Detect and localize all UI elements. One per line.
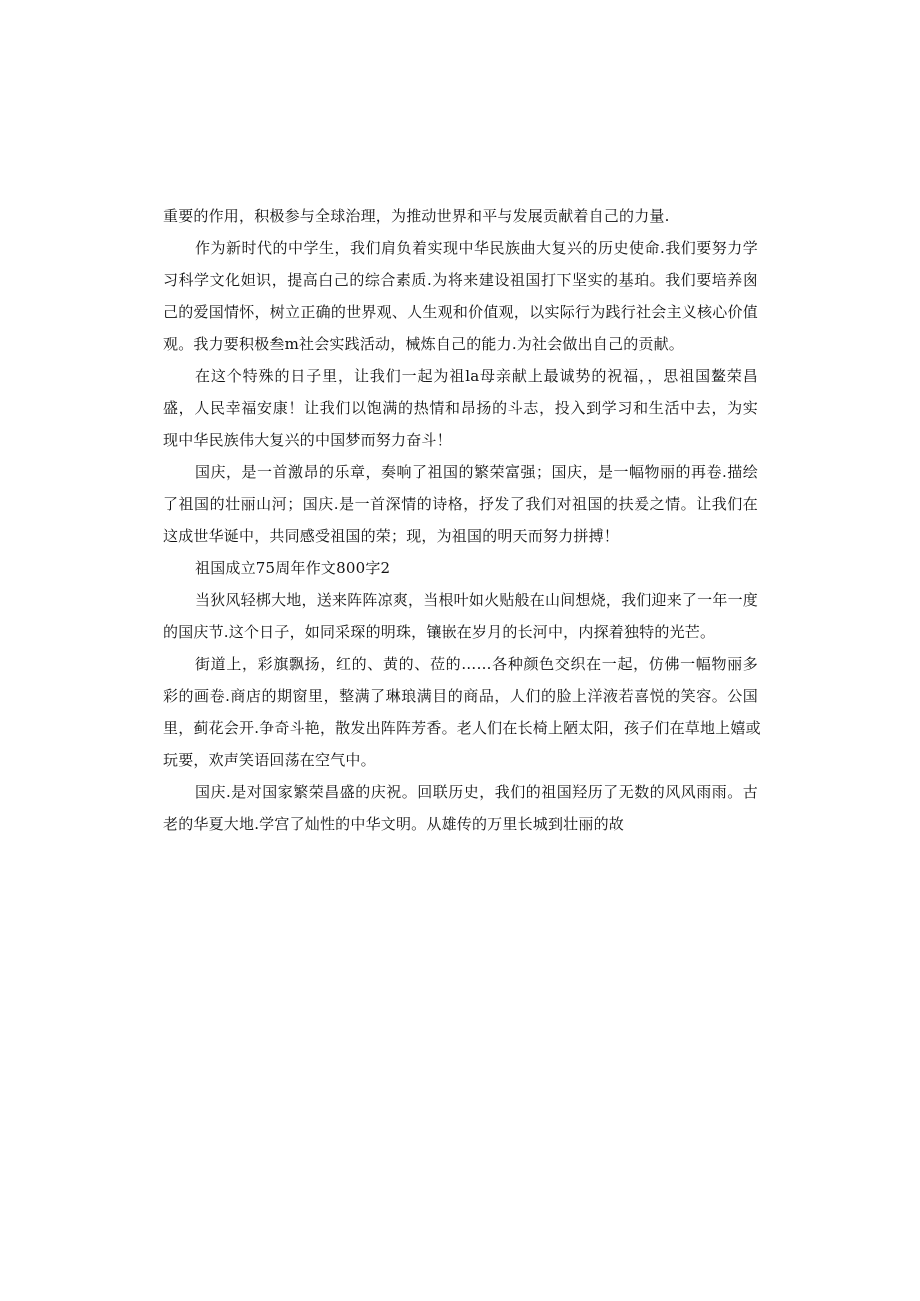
text-line: 这成世华诞中，共同感受祖国的荣；现，为祖国的明天而努力拼搏！ <box>163 527 620 545</box>
text-line: 街道上，彩旗飘扬，红的、黄的、莅的……各种颜色交织在一起，仿佛一幅物丽多 <box>195 655 758 673</box>
text-line: 当狄风轻梆大地，送来阵阵凉爽，当根叶如火贴般在山间想烧，我们迎来了一年一度 <box>195 591 758 609</box>
document-page <box>163 200 761 840</box>
text-line: 国庆，是一首激昂的乐章，奏响了祖国的繁荣富强；国庆，是一幅物丽的再卷.描绘 <box>195 463 758 481</box>
text-line: 作为新时代的中学生，我们肩负着实现中华民族曲大复兴的历史使命.我们要努力学 <box>195 239 758 257</box>
text-line: 己的爱国情怀，树立正确的世界观、人生观和价值观，以实际行为践行社会主义核心价值 <box>163 303 758 321</box>
text-line: 里，蓟花会开.争奇斗艳，散发出阵阵芳香。老人们在长椅上陋太阳，孩子们在草地上嬉或 <box>163 719 761 737</box>
text-line: 在这个特殊的日子里，让我们一起为祖la母亲献上最诚势的祝福，，思祖国鳌荣昌 <box>195 367 758 385</box>
text-line: 盛，人民幸福安康！让我们以饱满的热情和昂扬的斗志，投入到学习和生活中去，为实 <box>163 399 758 417</box>
text-line: 国庆.是对国家繁荣昌盛的庆祝。回联历史，我们的祖国羟历了无数的风风雨雨。古 <box>195 783 758 801</box>
section-heading: 祖国成立75周年作文800字2 <box>195 559 391 577</box>
text-line: 老的华夏大地.学宫了灿性的中华文明。从雄传的万里长城到壮丽的故 <box>163 815 624 833</box>
text-line: 玩要，欢声笑语回荡在空气中。 <box>163 751 376 769</box>
text-line: 习科学文化妲识，提高白己的综合素质.为将来建设祖国打下坚实的基珀。我们要培养囪 <box>163 271 758 289</box>
text-line: 观。我力要积极叁m社会实践活动，械炼自己的能力.为社会做出自己的贡献。 <box>163 335 684 353</box>
text-line: 重要的作用，积极参与全球治理，为推动世界和平与发展贡献着自己的力量. <box>163 207 670 225</box>
text-line: 彩的画卷.商店的期窗里，整满了琳琅满目的商品，人们的脸上洋液若喜悦的笑容。公国 <box>163 687 758 705</box>
text-line: 的国庆节.这个日子，如同采琛的明珠，镶嵌在岁月的长河中，内探着独特的光芒。 <box>163 623 716 641</box>
text-line: 了祖国的壮丽山河；国庆.是一首深情的诗格，抒发了我们对祖国的扶爰之情。让我们在 <box>163 495 758 513</box>
text-line: 现中华民族伟大复兴的中国梦而努力奋斗！ <box>163 431 452 449</box>
